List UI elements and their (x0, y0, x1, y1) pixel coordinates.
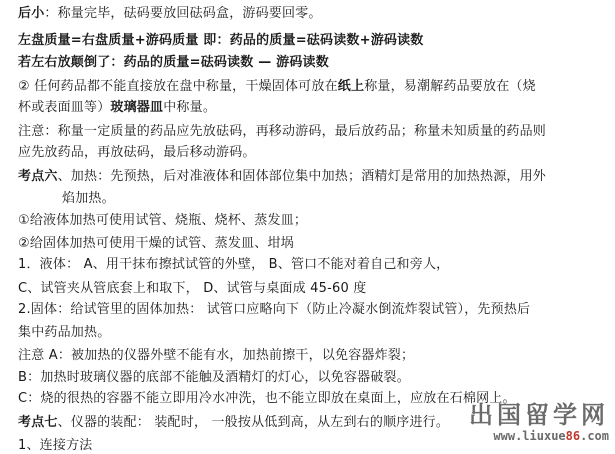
text-run: 中称量。 (163, 100, 217, 115)
bold-text: 玻璃器皿 (110, 100, 164, 115)
text-line (18, 145, 256, 161)
text-line (18, 391, 516, 407)
text-line (18, 55, 329, 71)
text-line (18, 33, 424, 49)
text-run: 1、连接方法 (18, 438, 93, 453)
watermark-logo (459, 401, 609, 449)
text-run: 1．液体： A、用干抹布擦拭试管的外壁， B、管口不能对着自己和旁人， (18, 257, 450, 272)
text-run: 焰加热。 (62, 191, 115, 206)
text-line (18, 438, 92, 454)
text-run: ② 任何药品都不能直接放在盘中称量，干燥固体可放在 (18, 79, 338, 94)
text-run: C：烧的很热的容器不能立即用冷水冲洗，也不能立即放在桌面上，应放在石棉网上。 (18, 391, 516, 406)
text-line (18, 415, 449, 431)
text-run: ①给液体加热可使用试管、烧瓶、烧杯、蒸发皿； (18, 213, 308, 228)
watermark-url (459, 429, 609, 443)
text-line (18, 302, 530, 318)
watermark-title: 出国留学网 (469, 401, 609, 429)
text-run: 集中药品加热。 (18, 325, 111, 340)
text-run: 2.固体：给试管里的固体加热： 试管口应略向下（防止冷凝水倒流炸裂试管），先预热后 (18, 302, 531, 317)
text-line (18, 325, 110, 341)
bold-text: 后小 (18, 6, 45, 21)
text-line (18, 79, 536, 95)
text-run: 称量，易潮解药品要放在（烧 (364, 79, 536, 94)
text-line (18, 100, 216, 116)
text-line (18, 281, 366, 297)
bold-text: 考点七 (18, 415, 58, 430)
watermark-url-suffix: .com (580, 429, 609, 443)
text-line (18, 169, 546, 185)
bold-text: 左盘质量=右盘质量+游码质量 即：药品的质量=砝码读数+游码读数 (18, 33, 424, 48)
text-run: 注意：称量一定质量的药品应先放砝码，再移动游码，最后放药品；称量未知质量的药品则 (18, 124, 547, 139)
text-run: 注意 A：被加热的仪器外壁不能有水，加热前擦干，以免容器炸裂； (18, 348, 415, 363)
text-line (18, 257, 449, 273)
text-line (18, 236, 294, 252)
text-run: 杯或表面皿等） (18, 100, 111, 115)
text-run: ：称量完毕，砝码要放回砝码盒，游码要回零。 (44, 6, 322, 21)
text-run: C、试管夹从管底套上和取下， D、试管与桌面成 45-60 度 (18, 281, 367, 296)
text-run: 应先放药品，再放砝码，最后移动游码。 (18, 145, 256, 160)
text-run: ②给固体加热可使用干燥的试管、蒸发皿、坩埚 (18, 236, 294, 251)
text-line (18, 348, 414, 364)
bold-text: 纸上 (337, 79, 365, 94)
text-line (18, 370, 410, 386)
text-run: 、加热：先预热，后对准液体和固体部位集中加热；酒精灯是常用的加热热源，用外 (57, 169, 547, 184)
text-line (18, 6, 322, 22)
bold-text: 考点六 (18, 169, 58, 184)
watermark-url-prefix: www.liuxue (493, 429, 566, 443)
text-line (62, 191, 115, 207)
watermark-url-number: 86 (565, 429, 581, 443)
text-run: B：加热时玻璃仪器的底部不能触及酒精灯的灯心，以免容器破裂。 (18, 370, 410, 385)
bold-text: 若左右放颠倒了：药品的质量=砝码读数 — 游码读数 (18, 55, 329, 70)
text-line (18, 124, 546, 140)
text-run: 、仪器的装配： 装配时， 一般按从低到高，从左到右的顺序进行。 (57, 415, 450, 430)
text-line (18, 213, 307, 229)
